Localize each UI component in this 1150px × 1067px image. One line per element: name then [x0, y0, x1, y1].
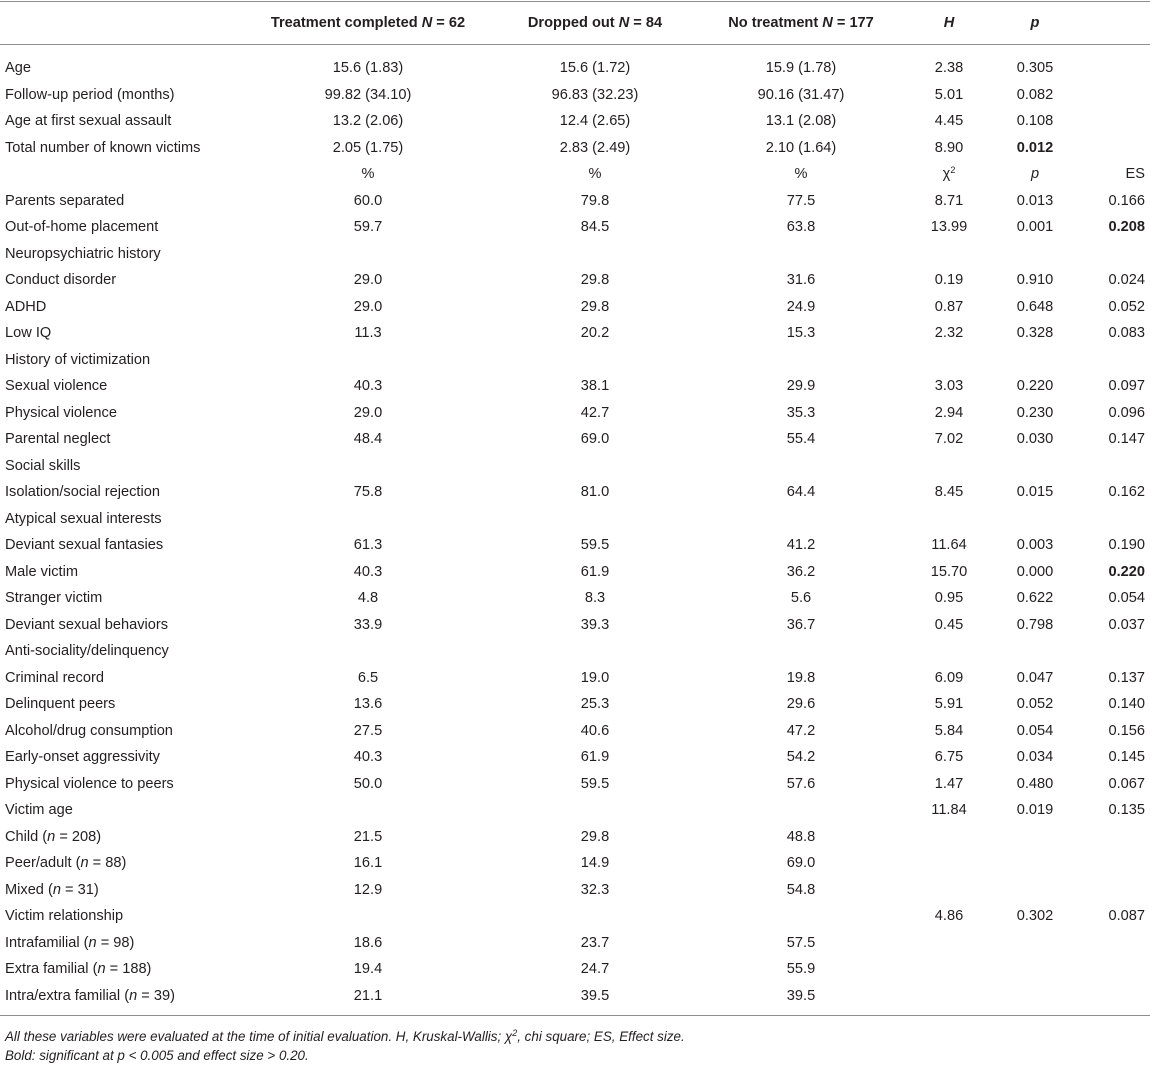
cell-do: 24.7: [580, 961, 610, 977]
cell-nt: 41.2: [786, 537, 816, 553]
table-row: [0, 665, 1150, 692]
cell-tc: 11.3: [354, 325, 382, 341]
row-label: History of victimization: [5, 351, 151, 368]
table-row: [0, 320, 1150, 347]
cell-es: 0.140: [1108, 696, 1145, 712]
row-label: Male victim: [5, 563, 78, 580]
cell-nt: 54.8: [786, 881, 816, 898]
cell-nt: 19.8: [786, 669, 816, 686]
row-label: Low IQ: [5, 325, 52, 341]
cell-nt: %: [794, 166, 808, 182]
cell-nt: 13.1 (2.08): [765, 113, 837, 129]
row-label: Alcohol/drug consumption: [5, 722, 173, 739]
cell-stat: 0.87: [934, 298, 964, 315]
table-row: [0, 612, 1150, 639]
cell-p: 0.003: [1016, 537, 1054, 553]
cell-nt: 54.2: [786, 749, 816, 765]
cell-es: 0.096: [1108, 404, 1145, 421]
cell-es: 0.024: [1108, 272, 1145, 288]
cell-do: 25.3: [580, 696, 610, 712]
table-row: [0, 479, 1150, 506]
cell-tc: 15.6 (1.83): [332, 60, 404, 76]
cell-do: 19.0: [580, 669, 610, 686]
cell-do: 29.8: [580, 298, 610, 315]
table-row: [0, 850, 1150, 877]
cell-p: 0.001: [1016, 219, 1054, 235]
cell-p: 0.648: [1016, 298, 1054, 315]
cell-nt: 36.2: [786, 563, 816, 580]
table-header-row: [0, 10, 1150, 37]
cell-nt: 57.6: [786, 775, 816, 792]
cell-tc: 27.5: [353, 722, 383, 739]
table-row: [0, 691, 1150, 718]
cell-tc: 40.3: [353, 378, 383, 394]
cell-nt: 24.9: [786, 298, 816, 315]
cell-do: 39.5: [580, 987, 610, 1004]
row-label: Conduct disorder: [5, 272, 117, 288]
row-label: Early-onset aggressivity: [5, 749, 160, 765]
row-label: Social skills: [5, 457, 81, 474]
table-row: [0, 135, 1150, 162]
cell-es: 0.137: [1108, 669, 1145, 686]
row-label: Neuropsychiatric history: [5, 245, 161, 262]
cell-nt: 63.8: [786, 219, 816, 235]
cell-tc: 75.8: [353, 484, 383, 500]
table-row: [0, 82, 1150, 109]
cell-stat: 5.01: [934, 86, 964, 103]
cell-p: 0.230: [1016, 404, 1054, 421]
cell-nt: 5.6: [790, 590, 812, 606]
cell-es: 0.156: [1108, 722, 1145, 739]
cell-do: 29.8: [580, 272, 610, 288]
cell-do: 59.5: [580, 537, 610, 553]
cell-stat: 0.95: [934, 590, 964, 606]
cell-stat: 2.94: [934, 404, 964, 421]
table-row: [0, 585, 1150, 612]
cell-do: 2.83 (2.49): [559, 139, 631, 156]
row-label: Peer/adult (n = 88): [5, 855, 127, 871]
cell-tc: 16.1: [353, 855, 383, 871]
cell-tc: 29.0: [353, 298, 383, 315]
cell-p: 0.798: [1016, 616, 1054, 633]
table-row: [0, 983, 1150, 1010]
table-row: [0, 744, 1150, 771]
cell-do: 15.6 (1.72): [559, 60, 631, 76]
cell-tc: 6.5: [357, 669, 379, 686]
cell-p: 0.082: [1016, 86, 1054, 103]
cell-do: 84.5: [580, 219, 610, 235]
row-label: Physical violence to peers: [5, 775, 174, 792]
table-row: [0, 903, 1150, 930]
cell-do: 79.8: [580, 192, 610, 209]
header-no-treatment: No treatment N = 177: [728, 15, 874, 31]
cell-do: 61.9: [580, 563, 610, 580]
cell-tc: 50.0: [353, 775, 383, 792]
table-row: [0, 400, 1150, 427]
table-row: [0, 453, 1150, 480]
cell-stat: 2.32: [934, 325, 964, 341]
cell-nt: 64.4: [786, 484, 816, 500]
cell-nt: 69.0: [786, 855, 816, 871]
table-row: [0, 930, 1150, 957]
cell-do: 81.0: [580, 484, 610, 500]
table-row: [0, 214, 1150, 241]
table-row: [0, 347, 1150, 374]
cell-do: 69.0: [580, 431, 610, 447]
cell-tc: 29.0: [353, 404, 383, 421]
cell-es: ES: [1125, 166, 1145, 182]
cell-stat: 4.86: [934, 908, 964, 924]
cell-do: 40.6: [580, 722, 610, 739]
table-row: [0, 718, 1150, 745]
cell-p: p: [1030, 166, 1040, 182]
cell-p: 0.305: [1016, 60, 1054, 76]
row-label: Extra familial (n = 188): [5, 961, 152, 977]
cell-do: 8.3: [584, 590, 606, 606]
cell-es: 0.097: [1108, 378, 1145, 394]
row-label: Deviant sexual fantasies: [5, 537, 164, 553]
cell-nt: 77.5: [786, 192, 816, 209]
cell-do: %: [588, 166, 602, 182]
cell-do: 42.7: [580, 404, 610, 421]
row-label: Parental neglect: [5, 431, 111, 447]
footnote-line-1: All these variables were evaluated at the time of initial evaluation. H, Kruskal-Wallis; $\chi^2$, chi square; ES, Effect size.: [5, 1028, 685, 1044]
cell-nt: 55.4: [786, 431, 816, 447]
row-label: Mixed (n = 31): [5, 881, 99, 898]
row-label: Sexual violence: [5, 378, 108, 394]
cell-p: 0.480: [1016, 775, 1054, 792]
cell-es: 0.162: [1108, 484, 1145, 500]
cell-stat: 13.99: [930, 219, 968, 235]
cell-nt: 36.7: [786, 616, 816, 633]
cell-tc: 13.2 (2.06): [332, 113, 404, 129]
cell-tc: 60.0: [353, 192, 383, 209]
row-label: Delinquent peers: [5, 696, 116, 712]
cell-nt: 29.9: [786, 378, 816, 394]
row-label: Age at first sexual assault: [5, 113, 172, 129]
table-row: [0, 638, 1150, 665]
header-dropped-out: Dropped out N = 84: [527, 15, 663, 31]
cell-p: 0.015: [1016, 484, 1054, 500]
row-label: Follow-up period (months): [5, 86, 175, 103]
row-label: Intra/extra familial (n = 39): [5, 987, 175, 1004]
row-label: Deviant sexual behaviors: [5, 616, 169, 633]
cell-nt: 39.5: [786, 987, 816, 1004]
table-row: [0, 771, 1150, 798]
cell-nt: 2.10 (1.64): [765, 139, 837, 156]
cell-tc: 21.5: [353, 828, 383, 845]
cell-nt: 90.16 (31.47): [757, 86, 845, 103]
row-label: Out-of-home placement: [5, 219, 159, 235]
row-label: Intrafamilial (n = 98): [5, 934, 135, 951]
cell-tc: %: [361, 166, 375, 182]
row-label: Isolation/social rejection: [5, 484, 160, 500]
cell-stat: 7.02: [934, 431, 964, 447]
header-h: H: [943, 15, 955, 31]
cell-nt: 31.6: [786, 272, 816, 288]
cell-do: 14.9: [580, 855, 610, 871]
cell-p: 0.302: [1016, 908, 1054, 924]
cell-do: 29.8: [580, 828, 610, 845]
cell-stat: 11.64: [931, 537, 967, 553]
cell-p: 0.220: [1016, 378, 1054, 394]
cell-p: 0.030: [1016, 431, 1054, 447]
header-p: p: [1030, 15, 1040, 31]
cell-do: 96.83 (32.23): [551, 86, 639, 103]
cell-nt: 55.9: [786, 961, 816, 977]
row-label: Victim age: [5, 802, 73, 818]
table-row: [0, 877, 1150, 904]
table-row: [0, 188, 1150, 215]
table-row: [0, 797, 1150, 824]
cell-stat: 8.71: [934, 192, 964, 209]
cell-es: 0.052: [1108, 298, 1145, 315]
cell-nt: 15.3: [786, 325, 816, 341]
cell-do: 38.1: [580, 378, 610, 394]
cell-es: 0.190: [1108, 537, 1145, 553]
cell-es: 0.220: [1108, 563, 1145, 580]
cell-p: 0.047: [1016, 669, 1054, 686]
cell-nt: 48.8: [786, 828, 816, 845]
cell-do: 32.3: [580, 881, 610, 898]
cell-p: 0.328: [1016, 325, 1054, 341]
cell-tc: 48.4: [353, 431, 383, 447]
cell-nt: 47.2: [786, 722, 816, 739]
table-bottom-rule: [0, 1015, 1150, 1016]
table-top-rule: [0, 1, 1150, 2]
cell-es: 0.147: [1108, 431, 1145, 447]
cell-tc: 21.1: [353, 987, 383, 1004]
cell-stat: 11.84: [931, 802, 967, 818]
table-row: [0, 824, 1150, 851]
table-row: [0, 506, 1150, 533]
cell-es: 0.145: [1108, 749, 1145, 765]
cell-nt: 29.6: [786, 696, 816, 712]
cell-do: 39.3: [580, 616, 610, 633]
cell-stat: 4.45: [934, 113, 964, 129]
footnote-line-2: Bold: significant at p < 0.005 and effect size > 0.20.: [5, 1048, 309, 1063]
cell-stat: 0.19: [934, 272, 964, 288]
cell-do: 20.2: [580, 325, 610, 341]
cell-do: 59.5: [580, 775, 610, 792]
table-row: [0, 241, 1150, 268]
header-treatment-completed: Treatment completed N = 62: [270, 15, 466, 31]
cell-tc: 40.3: [353, 749, 383, 765]
cell-stat: 3.03: [934, 378, 964, 394]
cell-stat: 6.09: [934, 669, 964, 686]
cell-stat: 15.70: [930, 563, 968, 580]
cell-es: 0.208: [1108, 219, 1145, 235]
cell-es: 0.166: [1108, 192, 1145, 209]
cell-p: 0.000: [1016, 563, 1054, 580]
row-label: Anti-sociality/delinquency: [5, 643, 169, 659]
cell-es: 0.067: [1108, 775, 1145, 792]
table-row: [0, 532, 1150, 559]
cell-tc: 4.8: [357, 590, 379, 606]
table-row: [0, 373, 1150, 400]
cell-tc: 59.7: [353, 219, 383, 235]
cell-tc: 12.9: [353, 881, 383, 898]
cell-nt: 35.3: [786, 404, 816, 421]
cell-tc: 2.05 (1.75): [332, 139, 404, 156]
cell-tc: 18.6: [353, 934, 383, 951]
cell-tc: 29.0: [353, 272, 383, 288]
row-label: Physical violence: [5, 404, 117, 421]
cell-es: 0.083: [1108, 325, 1145, 341]
table-row: [0, 267, 1150, 294]
cell-p: 0.054: [1016, 722, 1054, 739]
cell-stat: $\chi^2$: [942, 165, 956, 182]
cell-do: 23.7: [580, 934, 610, 951]
cell-stat: 8.90: [934, 139, 964, 156]
cell-p: 0.012: [1016, 139, 1054, 156]
cell-tc: 61.3: [353, 537, 383, 553]
cell-tc: 99.82 (34.10): [324, 86, 412, 103]
cell-p: 0.013: [1016, 192, 1054, 209]
row-label: Stranger victim: [5, 590, 103, 606]
cell-stat: 5.91: [934, 696, 964, 712]
cell-stat: 5.84: [934, 722, 964, 739]
cell-p: 0.019: [1016, 802, 1054, 818]
cell-es: 0.135: [1108, 802, 1145, 818]
table-header-rule: [0, 44, 1150, 45]
row-label: Total number of known victims: [5, 139, 201, 156]
row-label: Atypical sexual interests: [5, 510, 162, 527]
cell-es: 0.087: [1108, 908, 1145, 924]
row-label: Victim relationship: [5, 908, 124, 924]
cell-es: 0.037: [1108, 616, 1145, 633]
cell-stat: 1.47: [934, 775, 964, 792]
cell-tc: 40.3: [353, 563, 383, 580]
cell-tc: 19.4: [353, 961, 383, 977]
cell-stat: 8.45: [934, 484, 964, 500]
row-label: Age: [5, 60, 31, 76]
table-row: [0, 559, 1150, 586]
cell-stat: 0.45: [934, 616, 964, 633]
cell-p: 0.622: [1016, 590, 1054, 606]
cell-nt: 57.5: [786, 934, 816, 951]
cell-nt: 15.9 (1.78): [765, 60, 837, 76]
cell-p: 0.052: [1016, 696, 1054, 712]
row-label: Criminal record: [5, 669, 104, 686]
row-label: Child (n = 208): [5, 828, 102, 845]
row-label: ADHD: [5, 298, 47, 315]
cell-p: 0.108: [1016, 113, 1054, 129]
cell-es: 0.054: [1108, 590, 1145, 606]
table-row: [0, 161, 1150, 188]
table-row: [0, 55, 1150, 82]
cell-p: 0.034: [1016, 749, 1054, 765]
table-row: [0, 426, 1150, 453]
cell-do: 61.9: [580, 749, 610, 765]
cell-tc: 33.9: [353, 616, 383, 633]
table-row: [0, 956, 1150, 983]
cell-stat: 2.38: [934, 60, 964, 76]
cell-do: 12.4 (2.65): [559, 113, 631, 129]
cell-p: 0.910: [1016, 272, 1054, 288]
table-row: [0, 108, 1150, 135]
cell-stat: 6.75: [934, 749, 964, 765]
row-label: Parents separated: [5, 192, 125, 209]
cell-tc: 13.6: [353, 696, 383, 712]
table-row: [0, 294, 1150, 321]
